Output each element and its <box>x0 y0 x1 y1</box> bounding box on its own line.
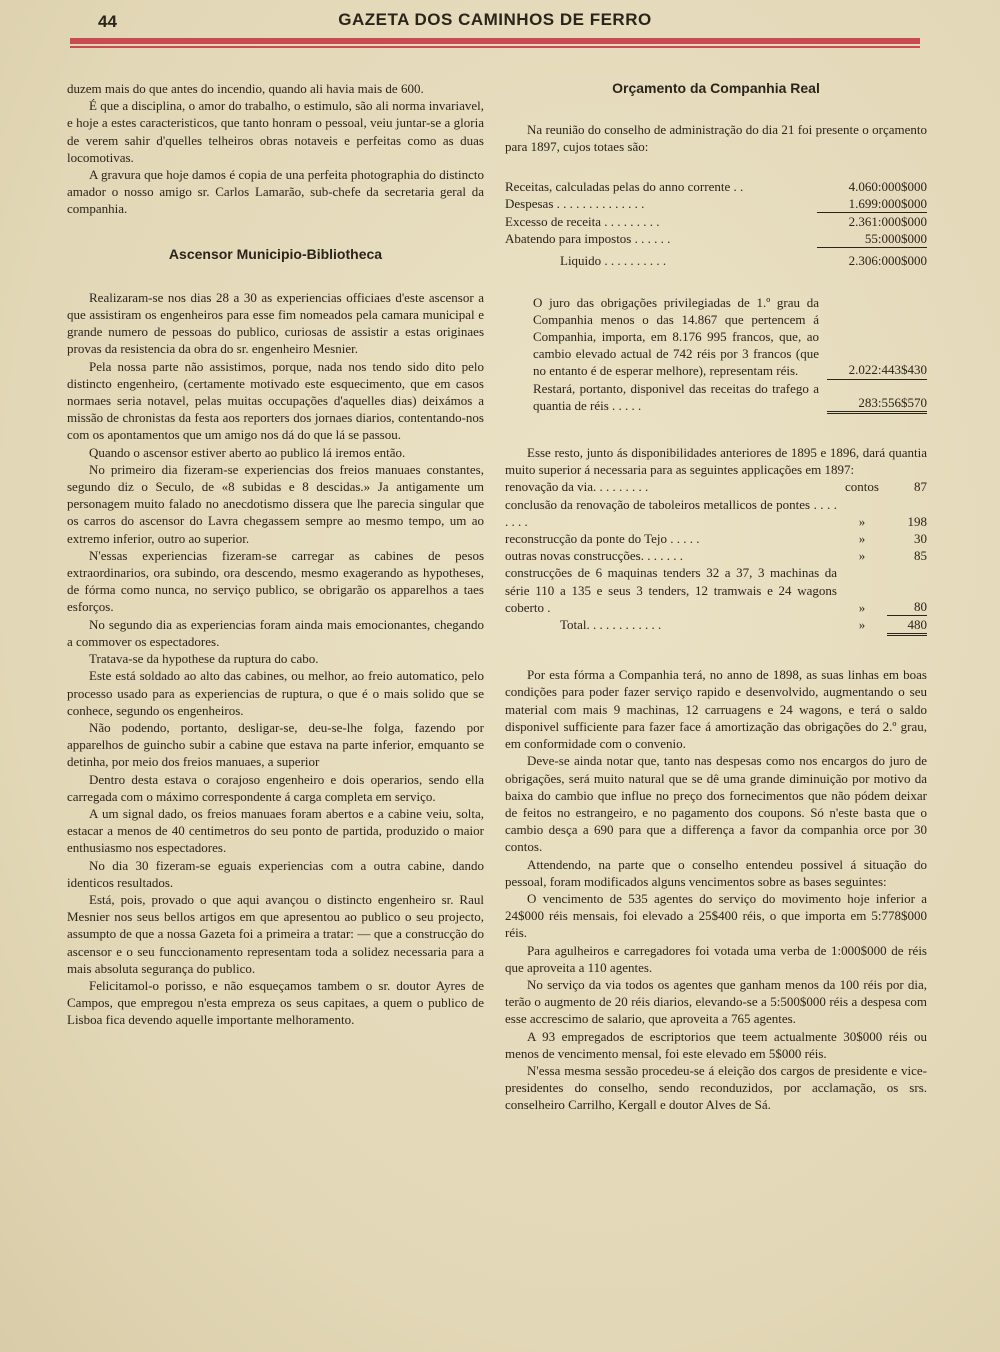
journal-title: GAZETA DOS CAMINHOS DE FERRO <box>338 10 652 29</box>
paragraph: N'essa mesma sessão procedeu-se á eleição dos cargos de presidente e vice-presidentes do conselho, sendo reconduzidos, por acclamação, os srs. conselheiro Carrilho, Kergall e doutor Alves de Sá. <box>505 1062 927 1113</box>
paragraph: A gravura que hoje damos é copia de una perfeita photographia do distincto amador o nosso amigo sr. Carlos Lamarão, sub-chefe da secretaria geral da companhia. <box>67 167 484 217</box>
right-column <box>505 80 927 1114</box>
section-heading-ascensor: Ascensor Municipio-Bibliotheca <box>168 245 383 262</box>
restara-block <box>505 380 927 414</box>
juro-block <box>505 294 927 380</box>
paragraph: Para agulheiros e carregadores foi votada uma verba de 1:000$000 de réis que aproveita a 110 agentes. <box>505 942 927 975</box>
budget-row: Abatendo para impostos . . . . . . 55:000$000 <box>505 230 927 248</box>
paragraph: No segundo dia as experiencias foram ainda mais emocionantes, chegando a commover os espectadores. <box>67 616 484 649</box>
application-row: renovação da via. . . . . . . . . contos 87 <box>505 479 927 495</box>
application-row: reconstrucção da ponte do Tejo . . . . . » 30 <box>505 531 927 547</box>
paragraph: Na reunião do conselho de administração do dia 21 foi presente o orçamento para 1897, cujos totaes são: <box>505 122 927 155</box>
paragraph: Attendendo, na parte que o conselho entendeu possivel á situação do pessoal, foram modificados alguns vencimentos sobre as bases seguintes: <box>505 856 927 889</box>
paragraph: Tratava-se da hypothese da ruptura do cabo. <box>89 651 319 667</box>
paragraph: Esse resto, junto ás disponibilidades anteriores de 1895 e 1896, dará quantia muito superior á necessaria para as seguintes applicações em 1897: <box>505 445 927 478</box>
application-row: construcções de 6 maquinas tenders 32 a 37, 3 machinas da série 110 a 135 e seus 3 tenders, 12 tramwais e 24 wagons coberto . » 80 <box>505 565 927 615</box>
paragraph: Pela nossa parte não assistimos, porque, nada nos tendo sido dito pelo distincto engenheiro, (certamente motivado este esquecimento, que em casos normaes seria notavel, pelas muitas occupações d'aquelles dias) deixámos a missão de chronistas da festa aos reporters dos jornaes diarios, contentando-nos com os apontamentos que um amigo nos dá do que lá se passou. <box>67 358 484 443</box>
restara-value: 283:556$570 <box>827 394 927 414</box>
budget-table <box>505 178 927 270</box>
budget-row: Excesso de receita . . . . . . . . . 2.361:000$000 <box>505 214 927 230</box>
paragraph: A 93 empregados de escriptorios que teem actualmente 30$000 réis ou menos de vencimento mensal, foi este elevado em 5$000 réis. <box>505 1028 927 1061</box>
budget-row-total: Liquido . . . . . . . . . . 2.306:000$000 <box>560 253 927 269</box>
paragraph: A um signal dado, os freios manuaes foram abertos e a cabine veiu, solta, estacar a menos de 40 centimetros do seu ponto de partida, produzido o maior enthusiasmo nos espectadores. <box>67 805 484 856</box>
paragraph: Realizaram-se nos dias 28 a 30 as experiencias officiaes d'este ascensor a que assistiram os engenheiros para esse fim nomeados pela camara municipal e grande numero de pessoas do publico, curiosas de assistir a estas originaes provas da resistencia da obra do sr. engenheiro Mesnier. <box>67 289 484 357</box>
budget-row: Despesas . . . . . . . . . . . . . . 1.699:000$000 <box>505 195 927 213</box>
paragraph: Dentro desta estava o corajoso engenheiro e dois operarios, sendo ella carregada com o máximo correspondente á carga completa em serviço. <box>67 771 484 804</box>
paragraph: No dia 30 fizeram-se eguais experiencias com a outra cabine, dando identicos resultados. <box>67 857 484 890</box>
paragraph: Felicitamol-o porisso, e não esqueçamos tambem o sr. doutor Ayres de Campos, que empregou n'esta empreza os seus capitaes, a quem o publico de Lisboa fica devendo aquelle importante melhoramento. <box>67 977 484 1028</box>
paragraph: Não podendo, portanto, desligar-se, deu-se-lhe folga, fazendo por apparelhos de guincho subir a cabine que estava na parte inferior, emquanto se detinha, por meio dos freios manuaes, a superior <box>67 719 484 770</box>
application-row-total: Total. . . . . . . . . . . . » 480 <box>505 616 927 636</box>
header-rule <box>70 38 920 44</box>
paragraph: Este está soldado ao alto das cabines, ou melhor, ao freio automatico, pelo processo usado para as experiencias de ruptura, o que é o mais solido que se conhece, segundo os engenheiros. <box>67 668 484 718</box>
section-heading-orcamento: Orçamento da Companhia Real <box>612 80 820 96</box>
restara-text: Restará, portanto, disponivel das receitas do trafego a quantia de réis . . . . . <box>533 380 819 413</box>
juro-value: 2.022:443$430 <box>827 361 927 379</box>
page-header <box>70 6 920 52</box>
paragraph: Está, pois, provado o que aqui avançou o distincto engenheiro sr. Raul Mesnier nos seus bellos artigos em que apresentou ao publico o seu projecto, assumpto de que a nossa Gazeta foi a primeira a tratar: — que a construcção do ascensor e o seu funccionamento representam toda a solidez necessaria para a mais absoluta segurança do publico. <box>67 891 484 976</box>
paragraph: N'essas experiencias fizeram-se carregar as cabines de pesos extraordinarios, ora subindo, ora descendo, mesmo exagerando as hypotheses, de fórma como nunca, no serviço publico, se obrigarão os apparelhos a taes esforços. <box>67 547 484 615</box>
paragraph: Quando o ascensor estiver aberto ao publico lá iremos então. <box>89 444 406 460</box>
paragraph: No primeiro dia fizeram-se experiencias dos freios manuaes constantes, segundo diz o Seculo, de «8 subidas e 8 descidas.» Ja antigamente um personagem muito falado no anecdotismo dissera que lhe parecia singular que os carros do ascensor do Lavra chegassem sempre ao mesmo tempo, um ao extremo inferior, outro ao superior. <box>67 461 484 546</box>
paragraph: O vencimento de 535 agentes do serviço do movimento hoje inferior a 24$000 réis mensais, foi elevado a 25$400 réis, o que importa em 5:778$000 réis. <box>505 890 927 941</box>
paragraph: Por esta fórma a Companhia terá, no anno de 1898, as suas linhas em boas condições para poder fazer serviço rapido e desenvolvido, augmentando o seu material com mais 9 machinas, 12 carruagens e 24 wagons, e terá o saldo disponivel sufficiente para fazer face á amortização das obrigações do 2.º grau, em conformidade com o convenio. <box>505 667 927 752</box>
application-row: conclusão da renovação de taboleiros metallicos de pontes . . . . . . . . » 198 <box>505 496 927 529</box>
paragraph: É que a disciplina, o amor do trabalho, o estimulo, são ali norma invariavel, e hoje a estes caracteristicos, que tanto honram o pessoal, veiu juntar-se a gloria de verem sahir d'quelles telheiros obras notaveis e perfeitas como as duas locomotivas. <box>67 98 484 165</box>
budget-row: Receitas, calculadas pelas do anno corrente . . 4.060:000$000 <box>505 178 927 194</box>
application-row: outras novas construcções. . . . . . . » 85 <box>505 548 927 564</box>
paragraph: duzem mais do que antes do incendio, quando ali havia mais de 600. <box>67 81 424 96</box>
header-rule-thin <box>70 46 920 48</box>
left-column <box>67 80 484 1029</box>
page-number: 44 <box>98 12 117 31</box>
applications-table <box>505 478 927 636</box>
paragraph: Deve-se ainda notar que, tanto nas despesas como nos encargos do juro de obrigações, será muito natural que se dê uma grande diminuição por motivo da baixa do cambio que influe no preço dos fornecimentos que não pódem deixar de feitos no estrangeiro, e no pagamento dos coupons. Só n'este basta que o cambio desça a 690 para que a differença a favor da companhia orce por 30 contos. <box>505 753 927 855</box>
paragraph: No serviço da via todos os agentes que ganham menos da 100 réis por dia, terão o augmento de 20 réis diarios, elevando-se a 5:500$000 réis a despesa com esse accrescimo de salario, que aproveita a 765 agentes. <box>505 976 927 1027</box>
juro-text: O juro das obrigações privilegiadas de 1.º grau da Companhia menos o das 14.867 que pertencem á Companhia, importa, em 8.176 995 francos, que, ao cambio elevado actual de 742 réis por 3 francos (que no entanto é de esperar melhore), representam réis. <box>533 294 819 379</box>
